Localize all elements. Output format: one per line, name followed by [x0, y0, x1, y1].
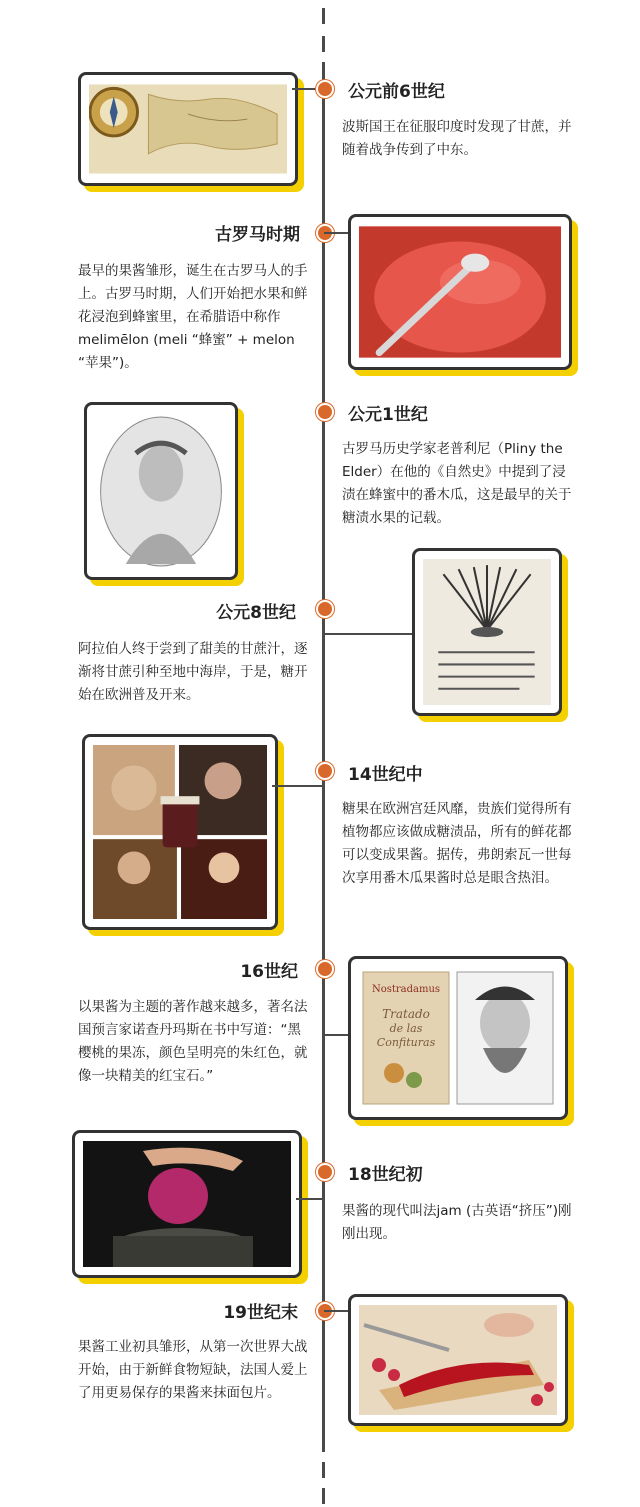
event-5-connector [272, 785, 324, 787]
event-2-connector [324, 232, 348, 234]
event-1-text: 波斯国王在征服印度时发现了甘蔗，并随着战争传到了中东。 [342, 119, 572, 158]
event-2-title: 古罗马时期 [215, 225, 300, 245]
event-2-image-card [348, 214, 572, 370]
event-4-text: 阿拉伯人终于尝到了甜美的甘蔗汁，逐渐将甘蔗引种至地中海岸，于是，糖开始在欧洲普及开来。 [78, 641, 308, 703]
event-3-title: 公元1世纪 [348, 405, 428, 425]
event-2-text: 最早的果酱雏形，诞生在古罗马人的手上。古罗马时期，人们开始把水果和鲜花浸泡到蜂蜜里，在希腊语中称作melimēlon (meli “蜂蜜” + melon “苹果”)。 [78, 263, 308, 371]
nostradamus-book-portrait-icon [359, 967, 557, 1109]
event-6-dot [316, 960, 334, 978]
pliny-portrait-icon [95, 413, 227, 569]
event-1-image-card [78, 72, 298, 186]
event-6-image-card [348, 956, 568, 1120]
royal-portraits-collage-icon [93, 745, 267, 919]
event-7-title: 18世纪初 [348, 1165, 423, 1185]
timeline-dash-bottom-1 [322, 1462, 325, 1478]
event-1-title: 公元前6世纪 [348, 82, 445, 102]
book-title-line4: Confituras [376, 1036, 436, 1049]
event-4-connector [324, 633, 412, 635]
timeline-dash-bottom-2 [322, 1488, 325, 1504]
event-8-image-card [348, 1294, 568, 1426]
book-title-line3: de las [389, 1022, 423, 1035]
event-5-image-card [82, 734, 278, 930]
event-3-dot [316, 403, 334, 421]
event-7-image-card [72, 1130, 302, 1278]
event-6-text: 以果酱为主题的著作越来越多，著名法国预言家诺查丹玛斯在书中写道：“黑樱桃的果冻，颜色呈明亮的朱红色，就像一块精美的红宝石。” [78, 999, 308, 1084]
event-4-dot [316, 600, 334, 618]
event-3-image-card [84, 402, 238, 580]
event-7-connector [296, 1198, 324, 1200]
event-8-text: 果酱工业初具雏形，从第一次世界大战开始，由于新鲜食物短缺，法国人爱上了用更易保存的果酱来抹面包片。 [78, 1339, 308, 1401]
event-5-title: 14世纪中 [348, 765, 423, 785]
event-8-title: 19世纪末 [223, 1303, 298, 1323]
event-4-title: 公元8世纪 [216, 603, 296, 623]
event-5-dot [316, 762, 334, 780]
event-7-text: 果酱的现代叫法jam (古英语“挤压”)刚刚出现。 [342, 1203, 572, 1242]
event-1-dot [316, 80, 334, 98]
timeline-spine [322, 62, 325, 1452]
event-6-connector [324, 1034, 348, 1036]
timeline-dash-top-2 [322, 36, 325, 52]
jam-bread-raspberries-icon [359, 1305, 557, 1415]
book-title-line1: Nostradamus [371, 984, 441, 995]
arabic-manuscript-plant-icon [423, 559, 551, 705]
event-4-image-card [412, 548, 562, 716]
antique-map-compass-icon [89, 83, 287, 175]
event-3-text: 古罗马历史学家老普利尼（Pliny the Elder）在他的《自然史》中提到了浸渍在蜂蜜中的番木瓜，这是最早的关于糖渍水果的记载。 [342, 441, 572, 526]
event-5-text: 糖果在欧洲宫廷风靡，贵族们觉得所有植物都应该做成糖渍品，所有的鲜花都可以变成果酱。据传，弗朗索瓦一世每次享用番木瓜果酱时总是眼含热泪。 [342, 801, 572, 886]
book-title-line2: Tratado [382, 1007, 430, 1021]
event-6-title: 16世纪 [240, 962, 298, 982]
event-7-dot [316, 1163, 334, 1181]
jam-jar-spoon-icon [359, 225, 561, 359]
squeezing-fruit-icon [83, 1141, 291, 1267]
event-8-connector [324, 1310, 348, 1312]
timeline-dash-top-1 [322, 8, 325, 24]
